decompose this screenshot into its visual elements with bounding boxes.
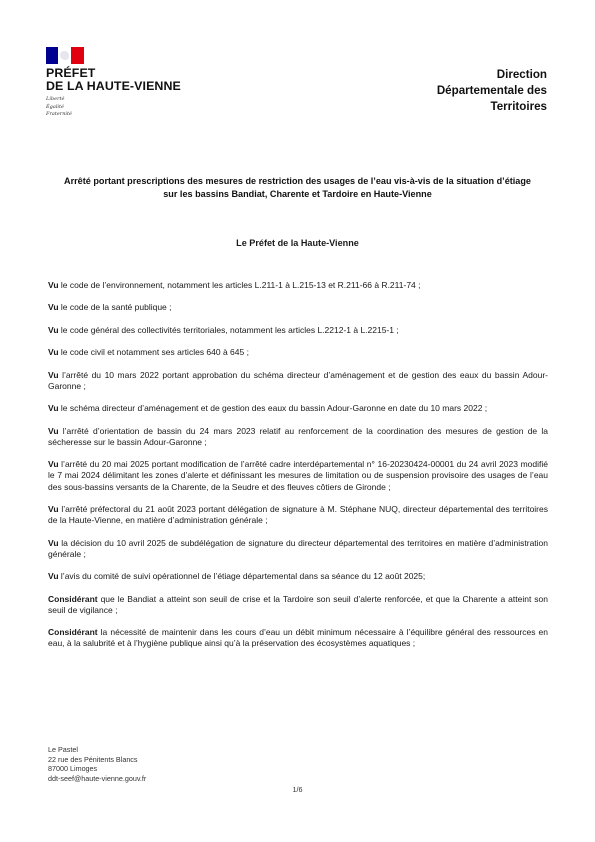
- paragraph-text: le code de l’environnement, notamment les articles L.211-1 à L.215-13 et R.211-66 à R.211-74 ;: [60, 280, 421, 290]
- visa-paragraph: [48, 403, 548, 414]
- address-city: 87000 Limoges: [48, 764, 98, 773]
- republic-motto: [46, 96, 206, 119]
- paragraph-keyword: Vu: [48, 503, 59, 514]
- paragraph-text: le code général des collectivités territoriales, notamment les articles L.2212-1 à L.2215-1 ;: [60, 324, 399, 335]
- prefet-name-line1: PRÉFET: [46, 66, 96, 80]
- direction-line1: Direction: [496, 68, 547, 81]
- paragraph-text: l’arrêté d’orientation de bassin du 24 mars 2023 relatif au renforcement de la coordination des mesures de gestion de la sécheresse sur le bassin Adour-Garonne ;: [48, 425, 548, 447]
- address-street: 22 rue des Pénitents Blancs: [48, 754, 138, 764]
- considerant-paragraph: [48, 594, 548, 616]
- paragraph-text: l’arrêté préfectoral du 21 août 2023 portant délégation de signature à M. Stéphane NUQ, directeur départemental des territoires de la Haute-Vienne, en matière d’administration générale ;: [48, 503, 548, 526]
- prefecture-logo: [46, 47, 206, 119]
- visa-paragraph: [48, 426, 548, 448]
- visa-paragraph: [48, 538, 548, 560]
- arrete-title: Arrêté portant prescriptions des mesures de restriction des usages de l’eau vis-à-vis de la situation d’étiage sur les bassins Bandiat, Charente et Tardoire en Haute-Vienne: [64, 176, 531, 199]
- paragraph-keyword: Considérant: [48, 627, 98, 638]
- paragraph-text: le code de la santé publique ;: [60, 302, 172, 313]
- visa-paragraph: [48, 280, 548, 291]
- paragraph-keyword: Vu: [48, 403, 59, 414]
- address-building: Le Pastel: [48, 745, 78, 754]
- direction-line3: Territoires: [490, 100, 547, 113]
- visa-paragraph: [48, 302, 548, 313]
- paragraph-text: la nécessité de maintenir dans les cours d’eau un débit minimum nécessaire à l’équilibre général des ressources en eau, à la salubrité et à l’hygiène publique ainsi qu’à la préservation des écosystèmes aquatiques ;: [48, 627, 548, 649]
- paragraph-keyword: Vu: [48, 459, 59, 470]
- paragraph-text: l’arrêté du 10 mars 2022 portant approbation du schéma directeur d’aménagement et de gestion des eaux du bassin Adour-Garonne ;: [48, 369, 548, 391]
- prefet-name-line2: DE LA HAUTE-VIENNE: [46, 79, 181, 93]
- direction-line2: Départementale des: [436, 84, 547, 97]
- visa-paragraph: [48, 370, 548, 392]
- motto-fraternite: Fraternité: [46, 111, 72, 117]
- considerations-list: [48, 280, 548, 661]
- page-number: 1/6: [292, 785, 303, 794]
- visa-paragraph: [48, 459, 548, 493]
- paragraph-keyword: Vu: [48, 369, 59, 380]
- paragraph-keyword: Vu: [48, 347, 59, 358]
- paragraph-keyword: Vu: [48, 324, 59, 335]
- motto-liberte: Liberté: [46, 96, 65, 102]
- paragraph-keyword: Vu: [48, 425, 59, 436]
- address-email: ddt-seef@haute-vienne.gouv.fr: [48, 773, 147, 783]
- motto-egalite: Égalité: [46, 103, 64, 110]
- paragraph-text: que le Bandiat a atteint son seuil de crise et la Tardoire son seuil d’alerte renforcée, et que la Charente a atteint son seuil de vigilance ;: [48, 593, 548, 615]
- prefet-heading: Le Préfet de la Haute-Vienne: [236, 238, 359, 248]
- marianne-flag-icon: [46, 47, 84, 64]
- paragraph-keyword: Vu: [48, 302, 59, 313]
- paragraph-keyword: Vu: [48, 537, 59, 548]
- visa-paragraph: [48, 325, 548, 336]
- paragraph-keyword: Considérant: [48, 593, 98, 604]
- considerant-paragraph: [48, 627, 548, 649]
- paragraph-text: l’avis du comité de suivi opérationnel de l’étiage départemental dans sa séance du 12 août 2025;: [60, 571, 426, 582]
- paragraph-keyword: Vu: [48, 571, 59, 582]
- footer-address: [48, 745, 146, 783]
- visa-paragraph: [48, 571, 548, 582]
- paragraph-text: le code civil et notamment ses articles 640 à 645 ;: [60, 347, 249, 358]
- paragraph-text: la décision du 10 avril 2025 de subdélégation de signature du directeur départemental des territoires en matière d’administration générale ;: [48, 537, 549, 559]
- visa-paragraph: [48, 347, 548, 358]
- visa-paragraph: [48, 504, 548, 526]
- paragraph-text: le schéma directeur d’aménagement et de gestion des eaux du bassin Adour-Garonne en date du 10 mars 2022 ;: [60, 403, 488, 414]
- paragraph-keyword: Vu: [48, 280, 59, 290]
- paragraph-text: l’arrêté du 20 mai 2025 portant modification de l’arrêté cadre interdépartemental n° 16-20230424-00001 du 24 avril 2023 modifié le 7 mai 2024 délimitant les zones d’alerte et définissant les mesures de limitation ou de suspension provisoire des usages de l’eau des sous-bassins versants de la Charente, de la Seudre et des fleuves côtiers de Gironde ;: [48, 459, 548, 492]
- issuing-direction: [377, 67, 547, 115]
